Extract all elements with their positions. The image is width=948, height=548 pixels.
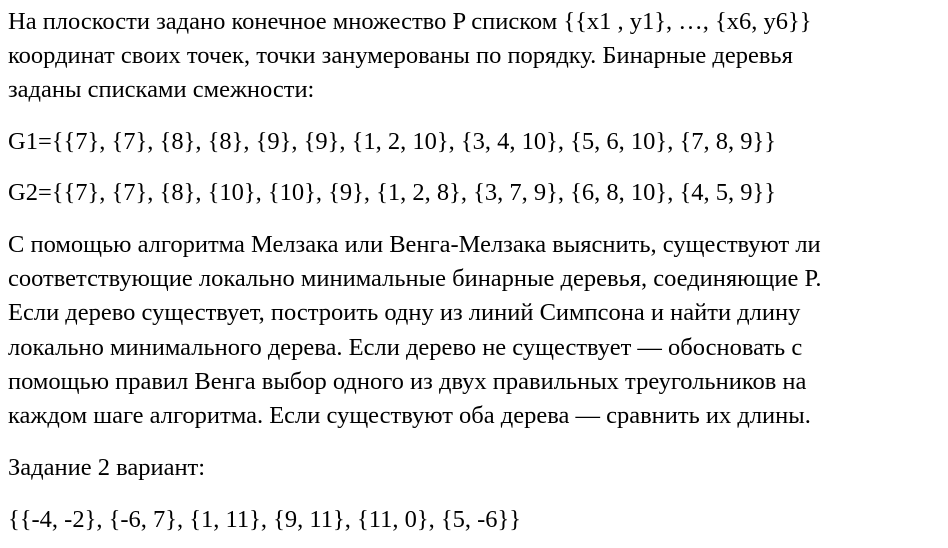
task-line-2: соответствующие локально минимальные бинарные деревья, соединяющие P.: [8, 265, 822, 292]
intro-line-1: На плоскости задано конечное множество P списком {{x1 , y1}, …, {x6, y6}}: [8, 8, 812, 35]
task-line-3: Если дерево существует, построить одну из линий Симпсона и найти длину: [8, 299, 801, 326]
task-line-6: каждом шаге алгоритма. Если существуют оба дерева — сравнить их длины.: [8, 402, 811, 429]
task-line-4: локально минимального дерева. Если дерево не существует — обосновать с: [8, 334, 803, 361]
points-list: {{-4, -2}, {-6, 7}, {1, 11}, {9, 11}, {11, 0}, {5, -6}}: [8, 506, 522, 533]
task-line-5: помощью правил Венга выбор одного из двух правильных треугольников на: [8, 368, 807, 395]
graph-g2-adjacency: G2={{7}, {7}, {8}, {10}, {10}, {9}, {1, 2, 8}, {3, 7, 9}, {6, 8, 10}, {4, 5, 9}}: [8, 179, 776, 206]
variant-label: Задание 2 вариант:: [8, 454, 206, 481]
intro-line-3: заданы списками смежности:: [8, 76, 315, 103]
graph-g1-adjacency: G1={{7}, {7}, {8}, {8}, {9}, {9}, {1, 2, 10}, {3, 4, 10}, {5, 6, 10}, {7, 8, 9}}: [8, 128, 776, 155]
task-line-1: С помощью алгоритма Мелзака или Венга-Мелзака выяснить, существуют ли: [8, 231, 821, 258]
intro-line-2: координат своих точек, точки занумерованы по порядку. Бинарные деревья: [8, 42, 793, 69]
